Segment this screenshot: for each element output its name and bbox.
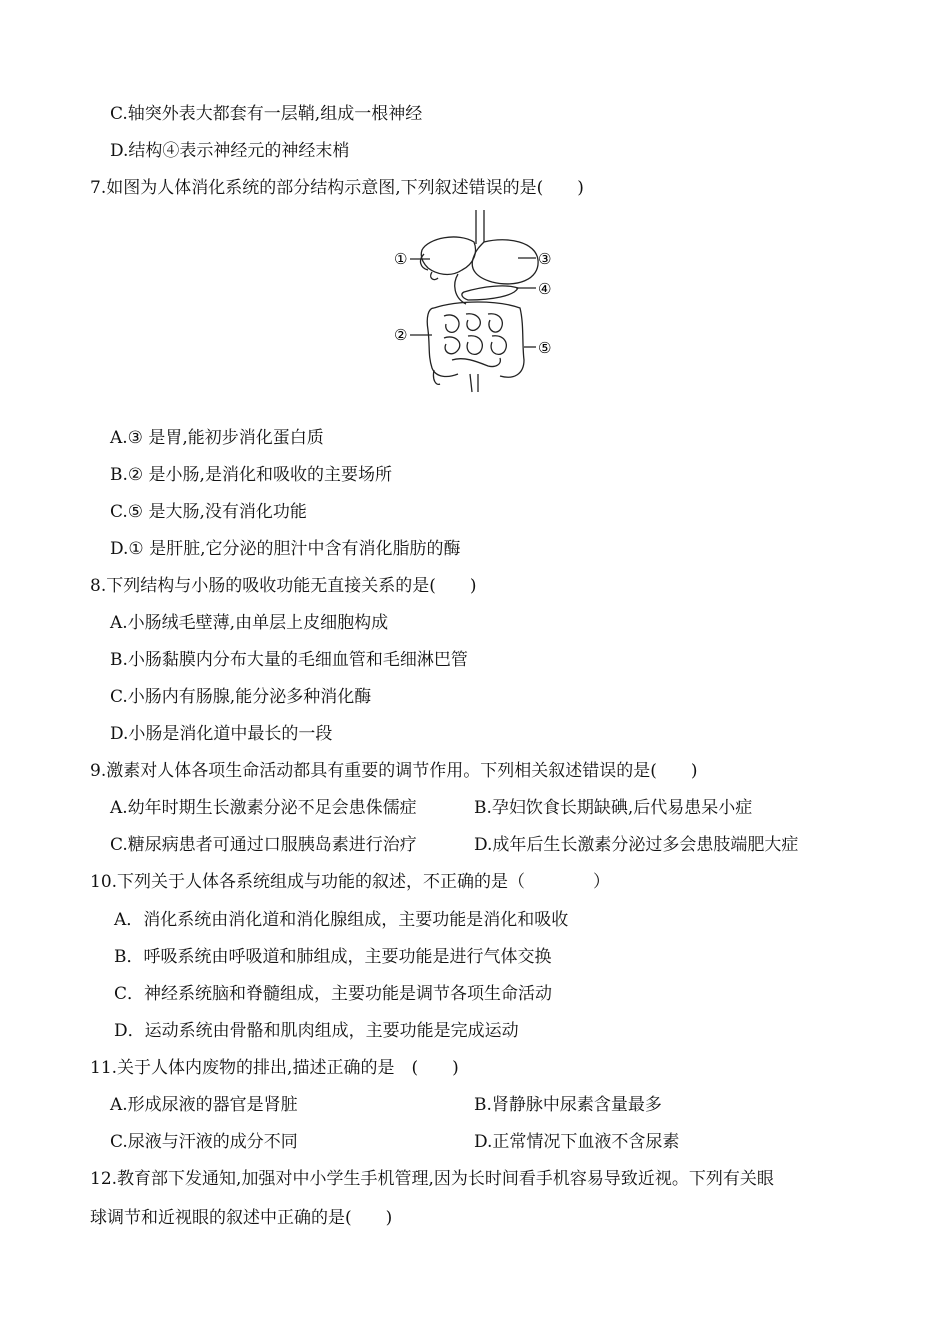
q8-option-d: D.小肠是消化道中最长的一段 — [110, 724, 333, 744]
q7-option-b: B.② 是小肠,是消化和吸收的主要场所 — [110, 465, 392, 485]
q9-option-a: A.幼年时期生长激素分泌不足会患侏儒症 — [110, 798, 417, 818]
digestive-system-figure — [388, 208, 566, 400]
q11-stem: 11.关于人体内废物的排出,描述正确的是 ( ) — [90, 1058, 459, 1078]
q7-option-d: D.① 是肝脏,它分泌的胆汁中含有消化脂肪的酶 — [110, 539, 461, 559]
q6-option-d: D.结构④表示神经元的神经末梢 — [110, 141, 350, 161]
q9-option-d: D.成年后生长激素分泌过多会患肢端肥大症 — [474, 835, 799, 855]
q7-option-c: C.⑤ 是大肠,没有消化功能 — [110, 502, 307, 522]
q11-option-d: D.正常情况下血液不含尿素 — [474, 1132, 680, 1152]
q9-option-c: C.糖尿病患者可通过口服胰岛素进行治疗 — [110, 835, 417, 855]
q7-option-a: A.③ 是胃,能初步消化蛋白质 — [110, 428, 324, 448]
q12-stem-line2: 球调节和近视眼的叙述中正确的是( ) — [90, 1208, 393, 1228]
q8-option-b: B.小肠黏膜内分布大量的毛细血管和毛细淋巴管 — [110, 650, 468, 670]
q7-stem: 7.如图为人体消化系统的部分结构示意图,下列叙述错误的是( ) — [90, 178, 584, 198]
q11-option-b: B.肾静脉中尿素含量最多 — [474, 1095, 662, 1115]
q11-option-a: A.形成尿液的器官是肾脏 — [110, 1095, 298, 1115]
q10-option-d: D．运动系统由骨骼和肌肉组成，主要功能是完成运动 — [114, 1021, 519, 1041]
q8-option-c: C.小肠内有肠腺,能分泌多种消化酶 — [110, 687, 372, 707]
q12-stem-line1: 12.教育部下发通知,加强对中小学生手机管理,因为长时间看手机容易导致近视。下列有关眼 — [90, 1169, 774, 1189]
q8-option-a: A.小肠绒毛壁薄,由单层上皮细胞构成 — [110, 613, 389, 633]
figure-label-2: ② — [394, 326, 408, 344]
q10-option-a: A．消化系统由消化道和消化腺组成，主要功能是消化和吸收 — [114, 910, 569, 930]
q6-option-c: C.轴突外表大都套有一层鞘,组成一根神经 — [110, 104, 423, 124]
q10-option-c: C．神经系统脑和脊髓组成，主要功能是调节各项生命活动 — [114, 984, 553, 1004]
figure-label-1: ① — [394, 250, 408, 268]
q10-stem: 10.下列关于人体各系统组成与功能的叙述，不正确的是（ ） — [90, 872, 611, 892]
figure-label-3: ③ — [538, 250, 552, 268]
q10-option-b: B．呼吸系统由呼吸道和肺组成，主要功能是进行气体交换 — [114, 947, 552, 967]
q8-stem: 8.下列结构与小肠的吸收功能无直接关系的是( ) — [90, 576, 477, 596]
figure-label-5: ⑤ — [538, 339, 552, 357]
q9-option-b: B.孕妇饮食长期缺碘,后代易患呆小症 — [474, 798, 753, 818]
q11-option-c: C.尿液与汗液的成分不同 — [110, 1132, 298, 1152]
q9-stem: 9.激素对人体各项生命活动都具有重要的调节作用。下列相关叙述错误的是( ) — [90, 761, 698, 781]
figure-label-4: ④ — [538, 280, 552, 298]
